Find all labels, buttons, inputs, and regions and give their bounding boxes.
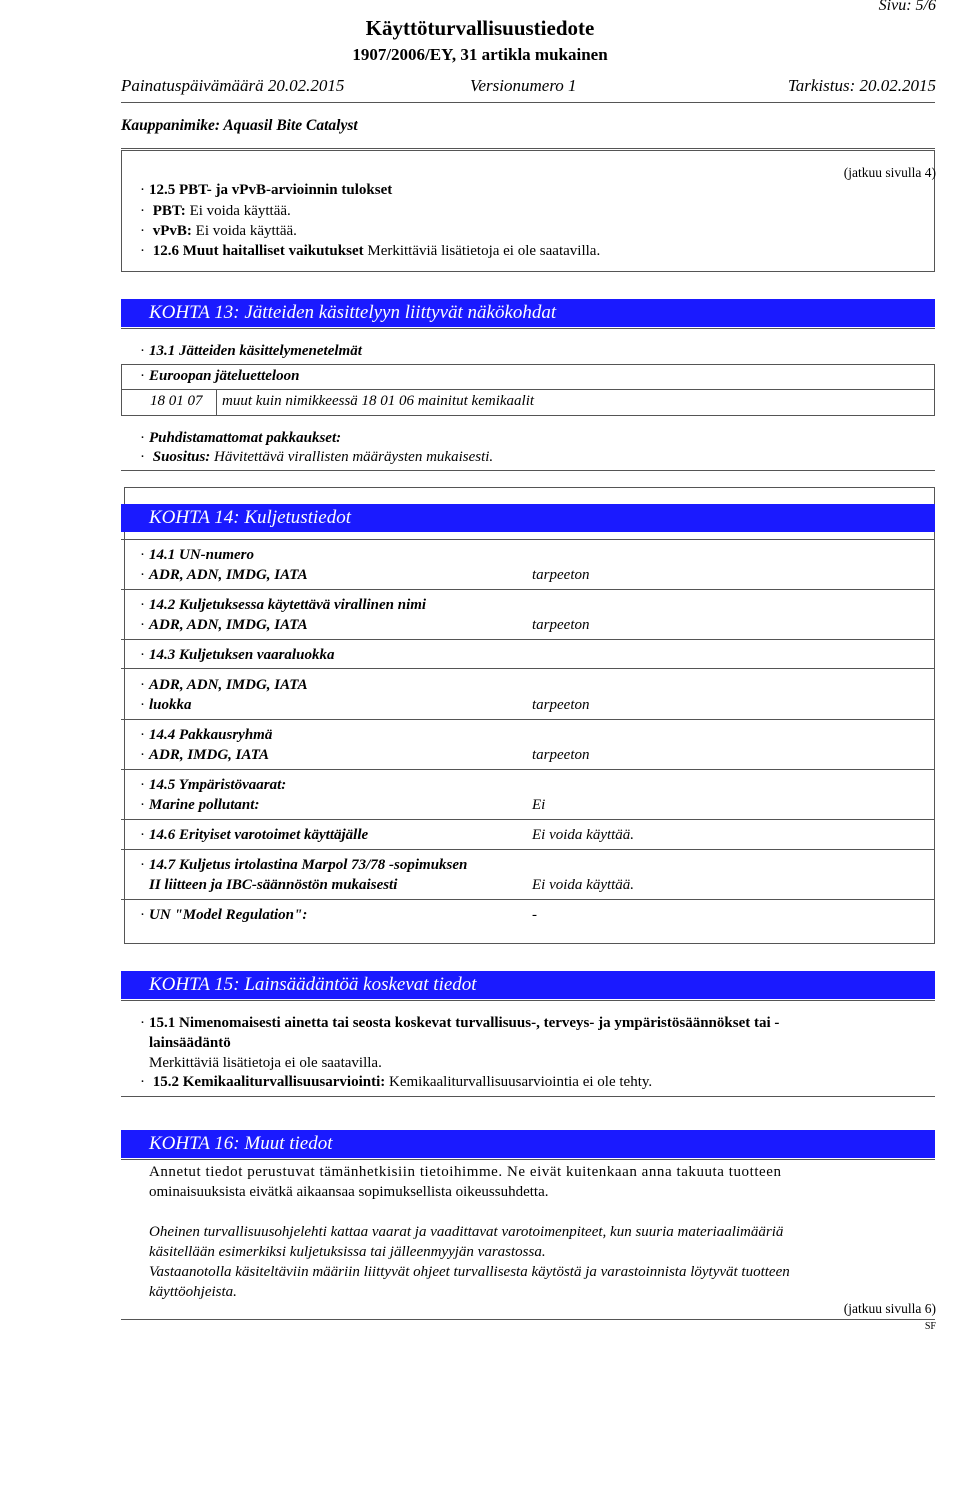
section-15-title: KOHTA 15: Lainsäädäntöä koskevat tiedot [121, 971, 935, 999]
s12-6-heading: 12.6 Muut haitalliset vaikutukset [152, 243, 364, 259]
pbt-label: PBT: [152, 203, 186, 219]
un-model-regulation-value: - [532, 907, 537, 923]
revision-date: Tarkistus: 20.02.2015 [787, 76, 936, 95]
recommendation-row [140, 449, 493, 466]
s14-1-divider [121, 589, 935, 590]
s16-p1-line2: ominaisuuksista eivätkä aikaansaa sopimuksellista oikeussuhdetta. [149, 1184, 549, 1200]
s14-6-value: Ei voida käyttää. [532, 827, 635, 843]
footer-divider [121, 1319, 935, 1320]
s14-5-divider [121, 819, 935, 820]
s15-2-heading: 15.2 Kemikaaliturvallisuusarviointi: [152, 1074, 386, 1090]
s15-1-heading-line1: · 15.1 Nimenomaisesti ainetta tai seosta koskevat turvallisuus-, terveys- ja ympäristösäännökset tai - [140, 1015, 779, 1032]
s15-bottom-divider [121, 1096, 935, 1097]
s14-3-class-value: tarpeeton [532, 697, 590, 713]
s12-6-row [140, 243, 600, 260]
s14-4-label: · ADR, IMDG, IATA [140, 747, 269, 764]
language-code: SF [924, 1321, 936, 1332]
section-16-title: KOHTA 16: Muut tiedot [121, 1130, 935, 1158]
version-number: Versionumero 1 [470, 76, 577, 95]
s16-p2-line1: Oheinen turvallisuusohjelehti kattaa vaarat ja vaadittavat varotoimenpiteet, kun suuria materiaalimääriä [149, 1224, 784, 1240]
s14-2-heading: · 14.2 Kuljetuksessa käytettävä virallinen nimi [140, 597, 426, 614]
s16-p3-line1: Vastaanotolla käsiteltäviin määriin liittyvät ohjeet turvallisesta käytöstä ja varastoinnista löytyvät tuotteen [149, 1264, 790, 1280]
s14-5-heading: · 14.5 Ympäristövaarat: [140, 777, 286, 794]
s16-p2-line2: käsitellään esimerkiksi kuljetuksissa tai jälleenmyyjän varastossa. [149, 1244, 546, 1260]
waste-description: muut kuin nimikkeessä 18 01 06 mainitut kemikaalit [222, 393, 535, 409]
s15-1-heading-line2: lainsäädäntö [149, 1035, 231, 1051]
s14-1-label: · ADR, ADN, IMDG, IATA [140, 567, 308, 584]
s14-7-heading-line2: II liitteen ja IBC-säännöstön mukaisesti [149, 877, 398, 893]
waste-table-top-line [121, 389, 935, 390]
page-number: Sivu: 5/6 [878, 0, 936, 14]
uncleaned-packaging: · Puhdistamattomat pakkaukset: [140, 430, 341, 447]
s12-pbt-row [140, 203, 291, 220]
s13-1-heading: · 13.1 Jätteiden käsittelymenetelmät [140, 343, 362, 360]
trade-name: Kauppanimike: Aquasil Bite Catalyst [121, 117, 358, 134]
section-14-title: KOHTA 14: Kuljetustiedot [121, 504, 935, 532]
continued-to: (jatkuu sivulla 6) [843, 1301, 936, 1316]
s12-vpvb-row [140, 223, 297, 240]
s12-5-heading: · 12.5 PBT- ja vPvB-arvioinnin tulokset [140, 182, 392, 199]
s14-4-value: tarpeeton [532, 747, 590, 763]
s14-3-divider [121, 668, 935, 669]
s14-2-value: tarpeeton [532, 617, 590, 633]
s16-p3-line2: käyttöohjeista. [149, 1284, 237, 1300]
s15-2-value: Kemikaaliturvallisuusarviointia ei ole tehty. [389, 1074, 653, 1090]
header-divider-2 [121, 148, 935, 149]
s14-2-label: · ADR, ADN, IMDG, IATA [140, 617, 308, 634]
s14-2-divider [121, 639, 935, 640]
vpvb-label: vPvB: [152, 223, 192, 239]
s14-3-label: · ADR, ADN, IMDG, IATA [140, 677, 308, 694]
s14-1-value: tarpeeton [532, 567, 590, 583]
s14-divider [121, 539, 935, 540]
waste-code: 18 01 07 [150, 393, 203, 409]
s14-3-class-label: · luokka [140, 697, 192, 714]
continued-from: (jatkuu sivulla 4) [843, 165, 936, 180]
s14-3-heading: · 14.3 Kuljetuksen vaaraluokka [140, 647, 334, 664]
document-title: Käyttöturvallisuustiedote [365, 16, 595, 40]
s14-4-divider [121, 769, 935, 770]
s14-6-divider [121, 849, 935, 850]
waste-catalog-label: · Euroopan jäteluetteloon [140, 368, 299, 385]
s15-divider [121, 1000, 935, 1001]
s14-1-heading: · 14.1 UN-numero [140, 547, 254, 564]
recommendation-label: Suositus: [152, 449, 211, 465]
s14-4-heading: · 14.4 Pakkausryhmä [140, 727, 272, 744]
s14-6-heading: · 14.6 Erityiset varotoimet käyttäjälle [140, 827, 368, 844]
document-subtitle: 1907/2006/EY, 31 artikla mukainen [352, 45, 608, 64]
s14-5-value: Ei [532, 797, 546, 813]
s16-p1-line1: Annetut tiedot perustuvat tämänhetkisiin tietoihimme. Ne eivät kuitenkaan anna takuuta tuotteen [149, 1164, 782, 1180]
s14-5-label: · Marine pollutant: [140, 797, 259, 814]
s14-7-divider [121, 899, 935, 900]
waste-table-col-line [216, 389, 217, 416]
s15-2-row [140, 1074, 652, 1091]
un-model-regulation-label: · UN "Model Regulation": [140, 907, 307, 924]
header-divider [121, 102, 935, 103]
recommendation-value: Hävitettävä virallisten määräysten mukaisesti. [214, 449, 494, 465]
s12-6-value: Merkittäviä lisätietoja ei ole saatavilla. [367, 243, 601, 259]
section-13-title: KOHTA 13: Jätteiden käsittelyyn liittyvät näkökohdat [121, 299, 935, 327]
s13-bottom-divider [121, 470, 935, 471]
pbt-value: Ei voida käyttää. [189, 203, 291, 219]
s14-7-value: Ei voida käyttää. [532, 877, 635, 893]
s16-divider [121, 1159, 935, 1160]
s14-3b-divider [121, 719, 935, 720]
s13-divider [121, 328, 935, 329]
s15-1-value: Merkittäviä lisätietoja ei ole saatavilla. [149, 1055, 382, 1071]
s14-7-heading-line1: · 14.7 Kuljetus irtolastina Marpol 73/78 -sopimuksen [140, 857, 467, 874]
vpvb-value: Ei voida käyttää. [195, 223, 297, 239]
print-date: Painatuspäivämäärä 20.02.2015 [121, 76, 345, 95]
